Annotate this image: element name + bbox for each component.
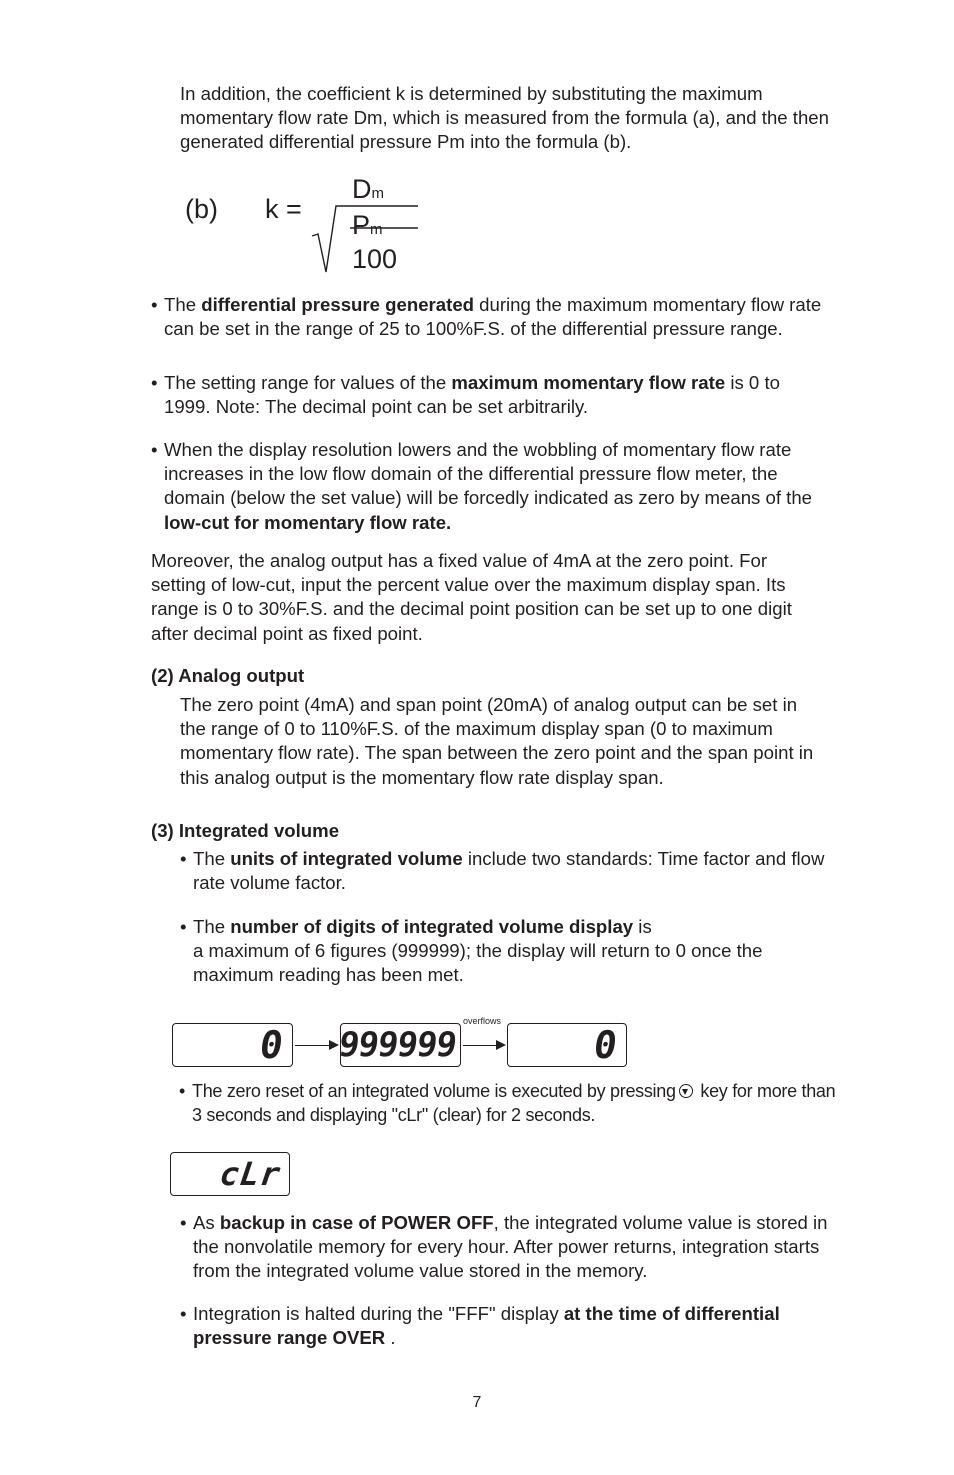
moreover-paragraph: Moreover, the analog output has a fixed value of 4mA at the zero point. For setting of low-cut, input the percent value over the maximum display span. Its range is 0 to 30%F.S. and the decimal point position can be set up to one digit after decimal point as fixed point. xyxy=(151,550,792,644)
section-3-heading: (3) Integrated volume xyxy=(151,820,340,841)
arrow-right-icon xyxy=(463,1045,504,1046)
overflow-label: overflows xyxy=(463,1016,502,1026)
inner-numerator: Pm xyxy=(352,210,383,240)
formula-lhs: k = xyxy=(265,194,302,224)
inner-denominator: 100 xyxy=(352,244,398,274)
bullet-halt: • Integration is halted during the "FFF" display at the time of differential pressure range OVER . xyxy=(180,1303,780,1349)
lcd-display-zero xyxy=(172,1023,293,1067)
lcd-value: 0 xyxy=(591,1023,622,1067)
bullet-low-cut: • When the display resolution lowers and the wobbling of momentary flow rate increases in the low flow domain of the differential pressure flow meter, the domain (below the set value) will be forcedly indicated as zero by means of the low-cut for momentary flow rate. xyxy=(151,439,813,533)
intro-paragraph: In addition, the coefficient k is determined by substituting the maximum momentary flow rate Dm, which is measured from the formula (a), and the then generated differential pressure Pm into the formula (b). xyxy=(180,83,829,153)
lcd-display-max xyxy=(336,1023,461,1067)
bullet-zero-reset: • The zero reset of an integrated volume is executed by pressing key for more than 3 seconds and displaying "cLr" (clear) for 2 seconds. xyxy=(179,1081,836,1126)
lcd-value: 999999 xyxy=(336,1025,459,1065)
arrow-right-icon xyxy=(295,1045,337,1046)
lcd-value: cLr xyxy=(217,1155,284,1193)
bullet-backup: • As backup in case of POWER OFF, the integrated volume value is stored in the nonvolatile memory for every hour. After power returns, integration starts from the integrated volume value stored in the memory. xyxy=(180,1212,828,1282)
bullet-setting-range: • The setting range for values of the maximum momentary flow rate is 0 to 1999. Note: The decimal point can be set arbitrarily. xyxy=(151,372,780,418)
bullet-differential-pressure: • The differential pressure generated during the maximum momentary flow rate can be set in the range of 25 to 100%F.S. of the differential pressure range. xyxy=(151,294,822,340)
numerator: Dm xyxy=(352,174,384,204)
lcd-display-clear xyxy=(170,1152,290,1196)
page-number: 7 xyxy=(472,1394,482,1411)
bullet-units: • The units of integrated volume include two standards: Time factor and flow rate volume factor. xyxy=(180,848,825,894)
down-key-icon xyxy=(679,1084,693,1098)
bullet-digits: • The number of digits of integrated volume display is a maximum of 6 figures (999999); the display will return to 0 once the maximum reading has been met. xyxy=(180,916,763,986)
formula-label: (b) xyxy=(185,194,218,224)
section-2-text: The zero point (4mA) and span point (20mA) of analog output can be set in the range of 0 to 110%F.S. of the maximum display span (0 to maximum momentary flow rate). The span between the zero point and the span point in this analog output is the momentary flow rate display span. xyxy=(180,694,814,788)
formula-b xyxy=(180,170,440,280)
lcd-display-reset xyxy=(507,1023,627,1067)
section-2-heading: (2) Analog output xyxy=(151,665,305,686)
lcd-value: 0 xyxy=(257,1023,288,1067)
